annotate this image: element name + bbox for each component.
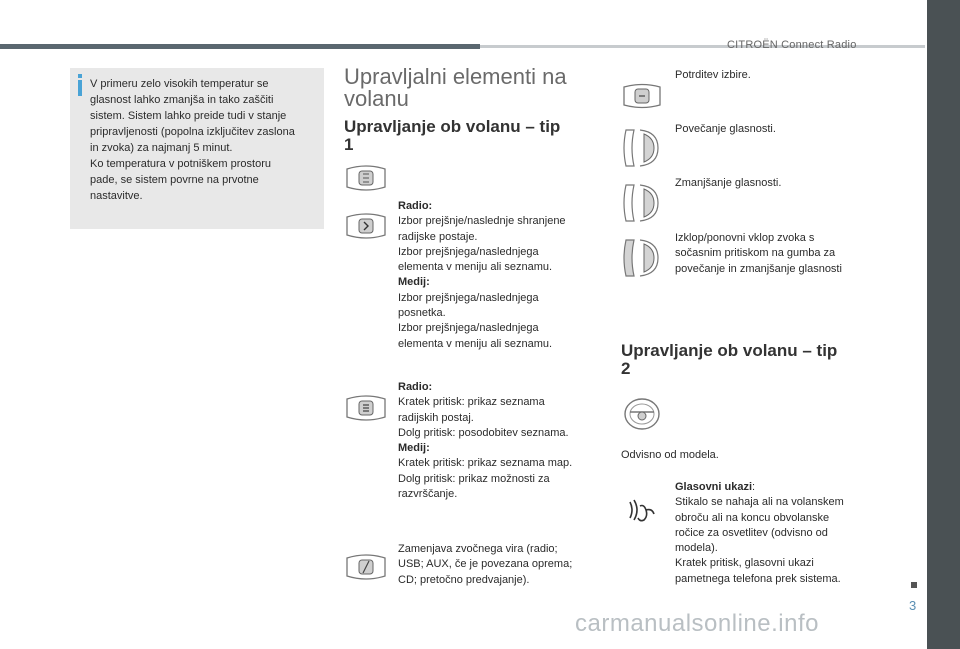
section-title (344, 66, 584, 110)
item-line: obroču ali na koncu obvolanske (675, 511, 830, 524)
side-tab (927, 0, 960, 649)
col3-item-1 (675, 68, 865, 83)
item-line: povečanje in zmanjšanje glasnosti (675, 262, 842, 275)
item-line: posnetka. (398, 307, 446, 320)
info-line: pripravljenosti (popolna izključitev zaslona (90, 126, 295, 138)
info-line: glasnost lahko zmanjša in tako zaščiti (90, 94, 274, 106)
type2-title-line: 2 (621, 359, 631, 378)
steering-control-icon (343, 163, 389, 193)
mute-buttons-icon (620, 236, 662, 280)
info-line: Ko temperatura v potniškem prostoru (90, 158, 271, 170)
info-line: nastavitve. (90, 190, 143, 202)
page-marker (911, 582, 917, 588)
item-line: Izbor prejšnjega/naslednjega (398, 291, 539, 304)
type1-item-3 (398, 542, 603, 588)
item-line: elementa v meniju ali seznamu. (398, 261, 553, 274)
watermark: carmanualsonline.info (575, 610, 819, 637)
section-title-line: Upravljalni elementi na (344, 64, 567, 89)
seek-buttons-icon (343, 211, 389, 241)
type2-title (621, 342, 881, 378)
item-line: Dolg pritisk: posodobitev seznama. (398, 426, 569, 439)
item-line: Kratek pritisk: prikaz seznama (398, 396, 545, 409)
item-line: modela). (675, 542, 718, 555)
header-rule-light (480, 45, 925, 48)
item-line: sočasnim pritiskom na gumba za (675, 247, 836, 260)
item-label: Medij: (398, 442, 430, 455)
item-line: elementa v meniju ali seznamu. (398, 337, 553, 350)
item-label: Medij: (398, 276, 430, 289)
item-line: ročice za osvetlitev (odvisno od (675, 526, 828, 539)
item-label: Radio: (398, 200, 433, 212)
item-line: Kratek pritisk, glasovni ukazi (675, 557, 814, 570)
item-line: Izbor prejšnje/naslednje shranjene (398, 215, 566, 228)
steering-wheel-icon (622, 396, 662, 432)
type1-item-1 (398, 199, 598, 352)
item-line: CD; pretočno predvajanje). (398, 573, 530, 586)
item-line: Stikalo se nahaja ali na volanskem (675, 496, 844, 509)
type2-title-line: Upravljanje ob volanu – tip (621, 341, 838, 360)
item-line: Izklop/ponovni vklop zvoka s (675, 232, 815, 244)
item-line: Kratek pritisk: prikaz seznama map. (398, 457, 573, 470)
list-button-icon (343, 393, 389, 423)
info-icon (78, 74, 82, 78)
info-text (90, 76, 320, 204)
voice-command-label: Glasovni ukazi (675, 481, 753, 493)
item-line: Zamenjava zvočnega vira (radio; (398, 543, 558, 555)
type1-title-line: Upravljanje ob volanu – tip (344, 117, 561, 136)
page-number: 3 (909, 598, 917, 613)
info-line: in zvoka) za najmanj 5 minut. (90, 142, 233, 154)
item-line: pametnega telefona prek sistema. (675, 572, 841, 585)
item-line: radijske postaje. (398, 230, 478, 243)
volume-up-icon (620, 126, 662, 170)
info-line: sistem. Sistem lahko preide tudi v stanje (90, 110, 287, 122)
info-line: V primeru zelo visokih temperatur se (90, 78, 269, 90)
item-line: USB; AUX, če je povezana oprema; (398, 558, 573, 571)
voice-command-icon (624, 496, 658, 526)
item-line: Izbor prejšnjega/naslednjega (398, 322, 539, 335)
type2-note: Odvisno od modela. (621, 449, 719, 461)
item-line: Zmanjšanje glasnosti. (675, 177, 782, 189)
type1-item-2 (398, 380, 603, 502)
item-line: radijskih postaj. (398, 411, 474, 424)
type1-title (344, 118, 594, 154)
item-line: Dolg pritisk: prikaz možnosti za (398, 472, 550, 485)
voice-command-colon: : (752, 481, 756, 493)
col3-item-3 (675, 176, 865, 191)
item-line: Povečanje glasnosti. (675, 123, 776, 135)
voice-command-text (675, 480, 870, 587)
item-line: razvrščanje. (398, 488, 458, 501)
voice-command-heading (675, 480, 870, 495)
header-title: CITROËN Connect Radio (727, 39, 857, 51)
col3-item-4 (675, 231, 870, 277)
info-line: pade, se sistem povrne na prvotne (90, 174, 259, 186)
source-button-icon (343, 552, 389, 582)
section-title-line: volanu (344, 86, 409, 111)
item-label: Radio: (398, 381, 433, 393)
col3-item-2 (675, 122, 865, 137)
type1-title-line: 1 (344, 135, 354, 154)
confirm-button-icon (620, 82, 664, 110)
info-icon-bar (78, 80, 82, 96)
item-line: Izbor prejšnjega/naslednjega (398, 245, 539, 258)
item-line: Potrditev izbire. (675, 69, 751, 81)
header-rule (0, 44, 480, 49)
volume-down-icon (620, 181, 662, 225)
